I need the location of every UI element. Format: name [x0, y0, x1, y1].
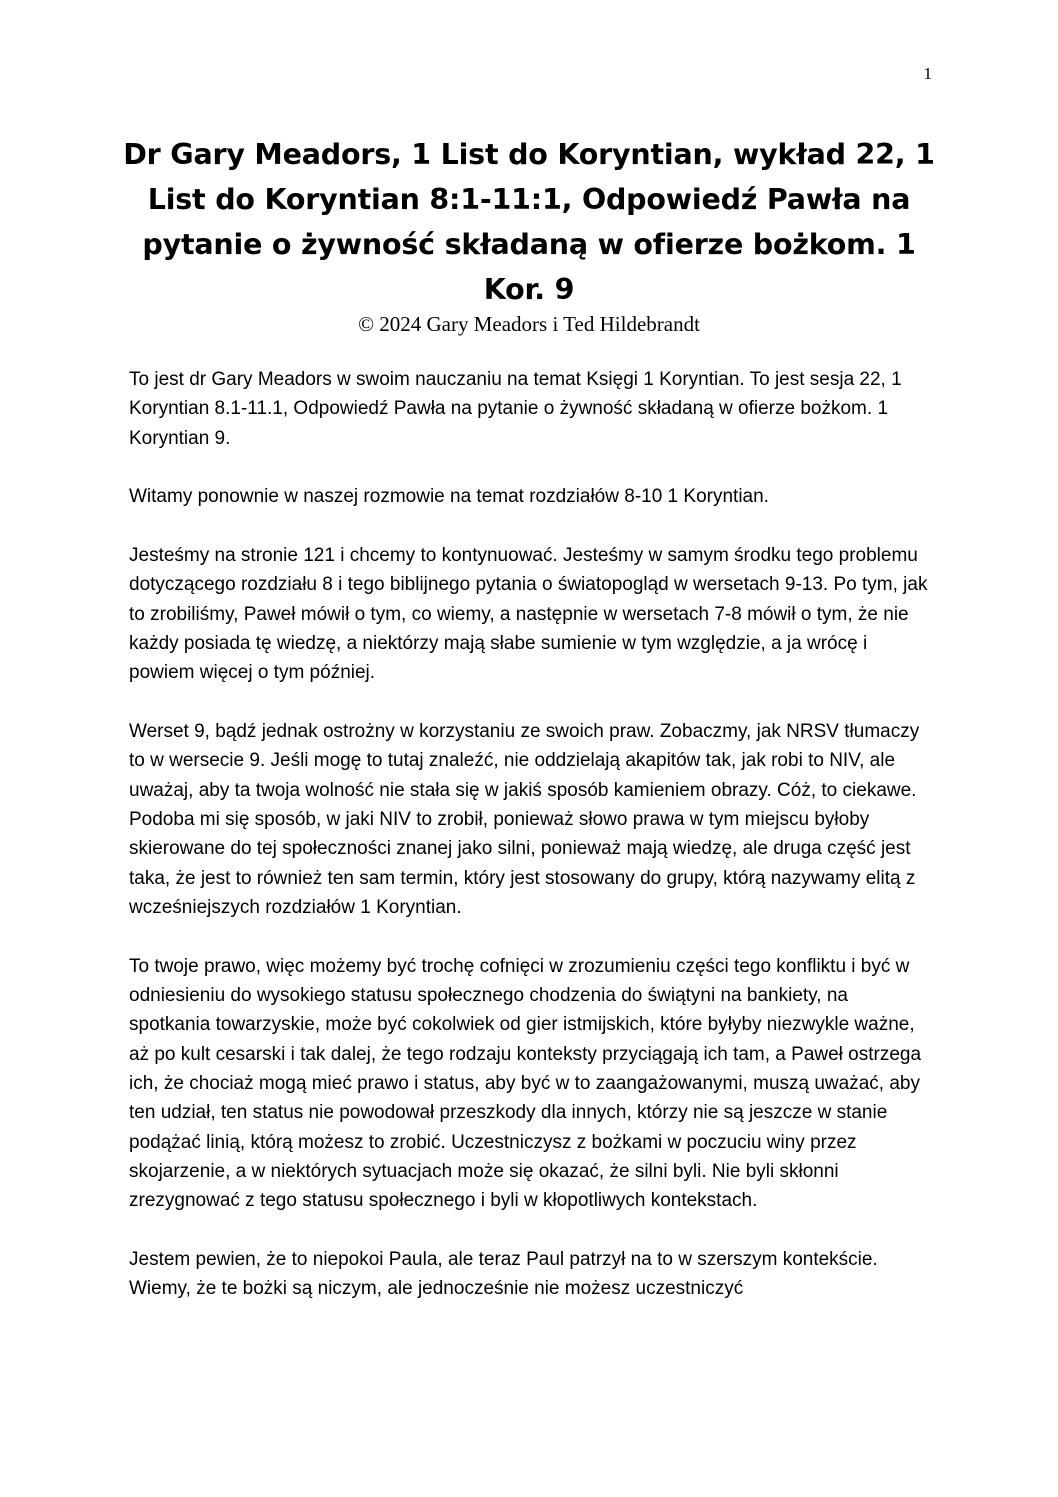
paragraph: Witamy ponownie w naszej rozmowie na temat rozdziałów 8-10 1 Koryntian.	[129, 486, 769, 508]
paragraph: Jesteśmy na stronie 121 i chcemy to kontynuować. Jesteśmy w samym środku tego problemu dotyczącego rozdziału 8 i tego biblijnego pytania o światopogląd w wersetach 9-13. Po tym, jak to zrobiliśmy, Paweł mówił o tym, co wiemy, a następnie w wersetach 7-8 mówił o tym, że nie każdy posiada tę wiedzę, a niektórzy mają słabe sumienie w tym względzie, a ja wrócę i powiem więcej o tym później.	[129, 545, 928, 684]
paragraph: To twoje prawo, więc możemy być trochę cofnięci w zrozumieniu części tego konfliktu i być w odniesieniu do wysokiego statusu społecznego chodzenia do świątyni na bankiety, na spotkania towarzyskie, może być cokolwiek od gier istmijskich, które byłyby niezwykle ważne, aż po kult cesarski i tak dalej, że tego rodzaju konteksty przyciągają ich tam, a Paweł ostrzega ich, że chociaż mogą mieć prawo i status, aby być w to zaangażowanymi, muszą uważać, aby ten udział, ten status nie powodował przeszkody dla innych, którzy nie są jeszcze w stanie podążać linią, którą możesz to zrobić. Uczestniczysz z bożkami w poczuciu winy przez skojarzenie, a w niektórych sytuacjach może się okazać, że silni byli. Nie byli skłonni zrezygnować z tego statusu społecznego i byli w kłopotliwych kontekstach.	[129, 955, 922, 1212]
paragraph: To jest dr Gary Meadors w swoim nauczaniu na temat Księgi 1 Koryntian. To jest sesja 22, 1 Koryntian 8.1-11.1, Odpowiedź Pawła na pytanie o żywność składaną w ofierze bożkom. 1 Koryntian 9.	[129, 369, 902, 449]
paragraph: Jestem pewien, że to niepokoi Paula, ale teraz Paul patrzył na to w szerszym kontekście. Wiemy, że te bożki są niczym, ale jednocześnie nie możesz uczestniczyć	[129, 1248, 878, 1300]
document-title: Dr Gary Meadors, 1 List do Koryntian, wykład 22, 1 List do Koryntian 8:1-11:1, Odpowiedź Pawła na pytanie o żywność składaną w ofierze bożkom. 1 Kor. 9	[123, 138, 935, 306]
copyright-line: © 2024 Gary Meadors i Ted Hildebrandt	[358, 312, 700, 336]
page-number: 1	[923, 64, 932, 83]
document-body	[129, 365, 929, 1333]
paragraph: Werset 9, bądź jednak ostrożny w korzystaniu ze swoich praw. Zobaczmy, jak NRSV tłumaczy to w wersecie 9. Jeśli mogę to tutaj znaleźć, nie oddzielają akapitów tak, jak robi to NIV, ale uważaj, aby ta twoja wolność nie stała się w jakiś sposób kamieniem obrazy. Cóż, to ciekawe. Podoba mi się sposób, w jaki NIV to zrobił, ponieważ słowo prawa w tym miejscu byłoby skierowane do tej społeczności znanej jako silni, ponieważ mają wiedzę, ale druga część jest taka, że jest to również ten sam termin, który jest stosowany do grupy, którą nazywamy elitą z wcześniejszych rozdziałów 1 Koryntian.	[129, 721, 920, 918]
